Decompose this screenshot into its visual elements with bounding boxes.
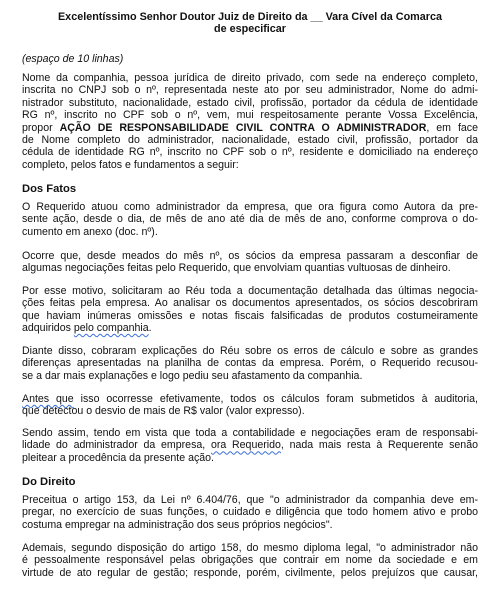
document-heading	[30, 11, 470, 36]
text-fragment: , nada mais resta à Requerente senão	[280, 439, 478, 452]
grammar-flagged-text[interactable]: ora Requerido	[210, 439, 281, 452]
text-line	[22, 393, 478, 405]
text-line: cédula de identidade RG nº, inscrito no CPF sob o nº, residente e domiciliado na endereço	[22, 146, 478, 159]
text-line: virtude de ato regular de gestão; responde, porém, civilmente, pelos prejuízos que causar,	[22, 566, 478, 579]
text-line: completo, pelos fatos e fundamentos a seguir:	[22, 158, 239, 171]
text-line: ções feitas pela empresa. Ao analisar os documentos apresentados, os sócios descobriram	[22, 297, 478, 310]
text-line: inscrita no CNPJ sob o nº, representada neste ato por seu administrador, Nome do admi-	[22, 84, 478, 97]
section-title-facts: Dos Fatos	[22, 183, 77, 195]
text-fragment: , em face	[426, 121, 478, 134]
text-line: se a dar mais explanações e logo pediu seu afastamento da companhia.	[22, 369, 363, 382]
text-line: Preceitua o artigo 153, da Lei nº 6.404/76, que "o administrador da companhia deve em-	[22, 494, 478, 506]
text-line	[22, 322, 478, 334]
grammar-flagged-text[interactable]: Antes que	[22, 393, 74, 405]
text-line: Ademais, segundo disposição do artigo 158, do mesmo diploma legal, "o administrador não	[22, 542, 478, 554]
heading-line-1: Excelentíssimo Senhor Doutor Juiz de Direito da __ Vara Cível da Comarca	[57, 11, 443, 23]
law-paragraph-1	[22, 494, 478, 531]
text-line: O Requerido atuou como administrador da empresa, que ora figura como Autora da pre-	[22, 201, 478, 213]
text-line: pleitear a procedência da presente ação.	[22, 451, 214, 464]
facts-paragraph-2	[22, 250, 478, 275]
heading-line-2: de especificar	[213, 23, 287, 36]
text-line: que detectou o desvio de mais de R$ valor (valor expresso).	[22, 405, 305, 418]
text-fragment: lidade do administrador da empresa,	[22, 439, 211, 452]
text-fragment: adquiridos	[22, 322, 74, 335]
text-line: RG nº, inscrito no CPF sob o nº, vem, mui respeitosamente perante Vossa Excelência,	[22, 109, 478, 122]
text-fragment: propor	[22, 121, 60, 134]
text-line: diferenças apresentadas na planilha de contas da empresa. Porém, o Requerido recusou-	[22, 357, 478, 370]
text-line: cumento em anexo (doc. nº).	[22, 225, 158, 238]
text-line: costuma empregar na administração dos seus próprios negócios".	[22, 518, 333, 531]
text-line: algumas negociações feitas pelo Requerido, que envolviam quantias vultuosas de dinheiro.	[22, 262, 451, 275]
text-line: é pessoalmente responsável pelas obrigações que contrair em nome da sociedade e em	[22, 554, 478, 567]
text-line: pregar, no exercício de suas funções, o cuidado e diligência que todo homem ativo e probo	[22, 506, 478, 519]
text-line: Diante disso, cobraram explicações do Réu sobre os erros de cálculo e sobre as grandes	[22, 345, 478, 357]
text-line: que haviam inúmeras omissões e notas fiscais falsificadas de produtos costumeiramente	[22, 309, 478, 322]
text-line: sente ação, desde o dia, de mês de ano até dia de mês de ano, conforme comprova o do-	[22, 213, 478, 226]
intro-paragraph	[22, 72, 478, 171]
facts-paragraph-1	[22, 201, 478, 238]
text-line: Sendo assim, tendo em vista que toda a contabilidade e negociações eram de responsabi-	[22, 427, 478, 439]
text-fragment: isso ocorresse efetivamente, todos os cálculos foram submetidos à auditoria,	[73, 393, 478, 405]
facts-paragraph-4	[22, 345, 478, 382]
text-line: Ocorre que, desde meados do mês nº, os sócios da empresa passaram a desconfiar de	[22, 250, 478, 262]
law-paragraph-2	[22, 542, 478, 579]
grammar-flagged-text[interactable]: pelo companhia	[73, 322, 149, 335]
text-line: nistrador substituto, nacionalidade, estado civil, profissão, portador da cédula de identidade	[22, 96, 478, 109]
facts-paragraph-3	[22, 285, 478, 335]
section-title-law: Do Direito	[22, 476, 76, 488]
text-line: Nome da companhia, pessoa jurídica de direito privado, com sede na endereço completo,	[22, 72, 478, 84]
facts-paragraph-6	[22, 427, 478, 464]
spacer-note: (espaço de 10 linhas)	[22, 53, 124, 65]
text-line: de Nome completo do administrador, nacionalidade, estado civil, profissão, portador da	[22, 134, 478, 147]
text-line	[22, 122, 478, 134]
facts-paragraph-5	[22, 393, 478, 418]
text-line: Por esse motivo, solicitaram ao Réu toda a documentação detalhada das últimas negocia-	[22, 285, 478, 297]
action-name: AÇÃO DE RESPONSABILIDADE CIVIL CONTRA O ADMINISTRADOR	[59, 121, 427, 134]
text-line	[22, 439, 478, 451]
text-fragment: .	[148, 322, 152, 335]
